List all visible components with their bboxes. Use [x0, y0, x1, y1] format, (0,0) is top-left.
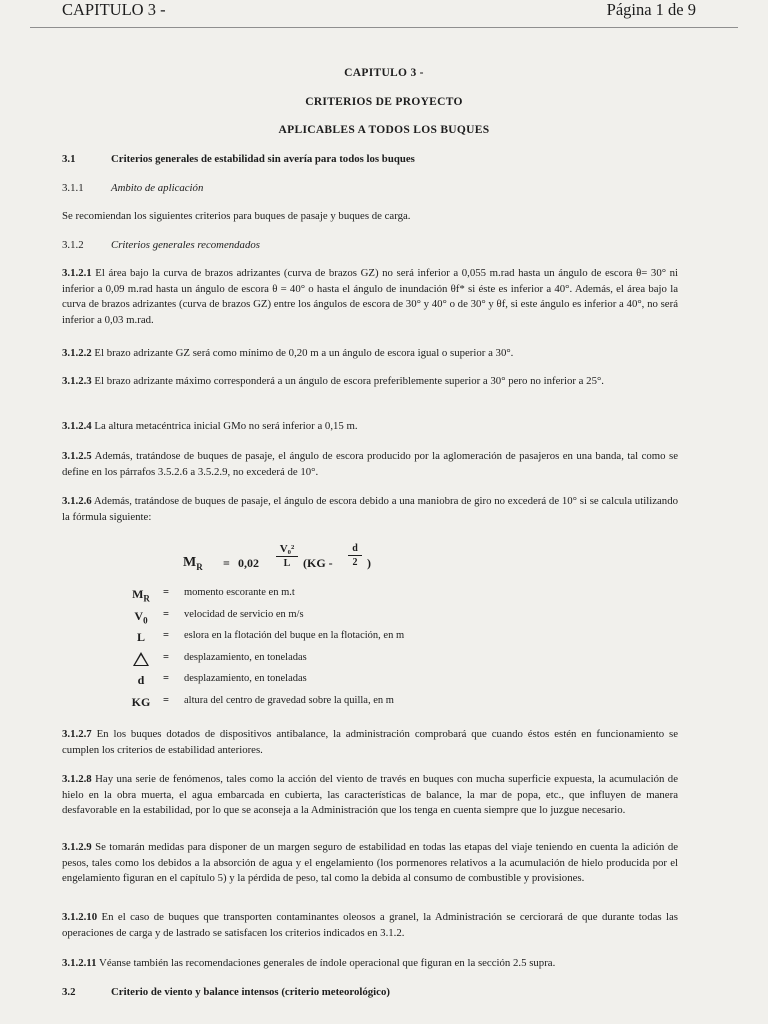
- paragraph-text: El brazo adrizante máximo corresponderá a un ángulo de escora preferiblemente superior a 30° pero no inferior a 25°.: [94, 375, 604, 387]
- paragraph: [62, 266, 678, 328]
- paragraph-text: En el caso de buques que transporten contaminantes oleosos a granel, la Administración se cerciorará de que durante todas las operaciones de carga y de lastrado se satisfacen los criterios indicados en 3.1.2.: [62, 911, 678, 939]
- paragraph-text: Además, tratándose de buques de pasaje, el ángulo de escora producido por la aglomeración de pasajeros en una banda, tal como se define en los párrafos 3.5.2.6 a 3.5.2.9, no excederá de 10°.: [62, 450, 679, 478]
- paragraph: [62, 419, 678, 435]
- legend-row: $V_0$ = velocidad de servicio en m/s: [128, 609, 488, 631]
- legend-symbol: $V_0$: [134, 608, 148, 625]
- paragraph-number: 3.1.2.11: [62, 957, 97, 969]
- chapter-title: CAPITULO 3 -: [344, 67, 424, 79]
- section-number: 3.2: [62, 986, 76, 998]
- header-page-number: Página 1 de 9: [606, 0, 696, 19]
- paragraph-text: Además, tratándose de buques de pasaje, el ángulo de escora debido a una maniobra de giro no excederá de 10° si se calcula utilizando la fórmula siguiente:: [62, 495, 678, 523]
- section-title: Criterios generales recomendados: [111, 239, 260, 251]
- section-number: 3.1.2: [62, 239, 84, 251]
- paragraph: [62, 374, 678, 390]
- paragraph-number: 3.1.2.2: [62, 347, 92, 359]
- legend-symbol: d: [137, 673, 145, 687]
- paragraph-text: Hay una serie de fenómenos, tales como la acción del viento de través en buques con mucha superficie expuesta, la acumulación de hielo en la obra muerta, el agua embarcada en cubierta, las características de balance, la mar de popa, etc., que influyen de manera desfavorable en la estabilidad, por lo que se aconseja a la Administración que los tenga en cuenta siempre que lo juzgue necesario.: [62, 773, 678, 816]
- formula-close-paren: ): [367, 556, 371, 570]
- paragraph: [62, 910, 678, 941]
- legend-symbol: $M_R$: [132, 587, 150, 604]
- paragraph: [62, 772, 678, 819]
- paragraph-number: 3.1.2.9: [62, 841, 92, 853]
- heeling-moment-formula: [183, 543, 393, 583]
- section-heading: [62, 152, 678, 168]
- section-number: 3.1: [62, 153, 76, 165]
- formula-lhs: $M_R$: [183, 555, 203, 572]
- legend-text: momento escorante en m.t: [184, 587, 295, 598]
- legend-row: = desplazamiento, en toneladas: [128, 652, 488, 674]
- scope-title: APLICABLES A TODOS LOS BUQUES: [278, 124, 490, 136]
- paragraph-number: 3.1.2.4: [62, 420, 92, 432]
- paragraph: [62, 840, 678, 887]
- paragraph-text: Véanse también las recomendaciones generales de índole operacional que figuran en la sección 2.5 supra.: [99, 957, 556, 969]
- paragraph-number: 3.1.2.1: [62, 267, 92, 279]
- legend-text: desplazamiento, en toneladas: [184, 651, 307, 663]
- legend-row: KG = altura del centro de gravedad sobre la quilla, en m: [128, 695, 488, 717]
- paragraph: [62, 956, 678, 972]
- paragraph-text: El brazo adrizante GZ será como mínimo de 0,20 m a un ángulo de escora igual o superior a 30°.: [94, 347, 514, 359]
- formula-equals: =: [223, 556, 230, 570]
- subsection-heading: [62, 238, 678, 254]
- section-heading: [62, 985, 678, 1001]
- paragraph: [62, 346, 678, 362]
- paragraph-text: En los buques dotados de dispositivos antibalance, la administración comprobará que cuando éstos estén en funcionamiento se cumplen los criterios de estabilidad anteriores.: [62, 728, 678, 756]
- formula-fraction-draft: d 2: [348, 543, 362, 568]
- paragraph-number: 3.1.2.6: [62, 495, 92, 507]
- section-number: 3.1.1: [62, 182, 84, 194]
- header-chapter: CAPITULO 3 -: [62, 0, 166, 19]
- paragraph-number: 3.1.2.10: [62, 911, 98, 923]
- subsection-heading: [62, 181, 678, 197]
- triangle-delta-icon: [128, 652, 154, 670]
- paragraph: Se recomiendan los siguientes criterios para buques de pasaje y buques de carga.: [62, 210, 411, 222]
- paragraph-number: 3.1.2.5: [62, 450, 92, 462]
- legend-text: altura del centro de gravedad sobre la quilla, en m: [184, 694, 394, 706]
- section-title: Criterios generales de estabilidad sin avería para todos los buques: [111, 153, 415, 165]
- criteria-title: CRITERIOS DE PROYECTO: [305, 96, 463, 108]
- section-title: Criterio de viento y balance intensos (criterio meteorológico): [111, 986, 390, 998]
- legend-symbol: KG: [131, 694, 151, 709]
- legend-row: L = eslora en la flotación del buque en la flotación, en m: [128, 630, 488, 652]
- paragraph-text: La altura metacéntrica inicial GMo no será inferior a 0,15 m.: [94, 420, 358, 432]
- paragraph-text: El área bajo la curva de brazos adrizantes (curva de brazos GZ) no será inferior a 0,055 m.rad hasta un ángulo de escora θ= 30° ni inferior a 0,09 m.rad hasta un ángulo de escora θ = 40° o hasta el ángulo de inundación θf* si éste es inferior a 40°. Además, el área bajo la curva de brazos adrizantes (curva de brazos GZ) entre los ángulos de escora de 30° y 40° o de 30° y θf, si este ángulo es inferior a 40°, no será inferior a 0,03 m.rad.: [62, 267, 679, 326]
- formula-legend: [128, 587, 488, 716]
- paragraph-number: 3.1.2.7: [62, 728, 92, 740]
- legend-text: desplazamiento, en toneladas: [184, 673, 307, 684]
- paragraph-number: 3.1.2.3: [62, 375, 92, 387]
- legend-row: d = desplazamiento, en toneladas: [128, 673, 488, 695]
- formula-coefficient: 0,02: [238, 556, 259, 570]
- paragraph: [62, 449, 678, 480]
- paragraph: [62, 494, 678, 525]
- paragraph-text: Se tomarán medidas para disponer de un margen seguro de estabilidad en todas las etapas del viaje teniendo en cuenta la adición de pesos, tales como los debidos a la absorción de agua y el engelamiento (los pormenores relativos a la acumulación de hielo producida por el engelamiento figuran en el capítulo 5) y la pérdida de peso, tal como la debida al consumo de combustible y provisiones.: [62, 841, 679, 884]
- legend-text: velocidad de servicio en m/s: [184, 608, 304, 620]
- paragraph-number: 3.1.2.8: [62, 773, 92, 785]
- legend-symbol: L: [136, 630, 145, 644]
- formula-paren-term: (KG -: [303, 556, 333, 570]
- section-title: Ambito de aplicación: [111, 182, 204, 194]
- paragraph: [62, 727, 678, 758]
- legend-row: $M_R$ = momento escorante en m.t: [128, 587, 488, 609]
- legend-text: eslora en la flotación del buque en la flotación, en m: [184, 630, 405, 641]
- header-rule: [30, 27, 738, 28]
- formula-fraction-speed: V₀² L: [276, 543, 298, 569]
